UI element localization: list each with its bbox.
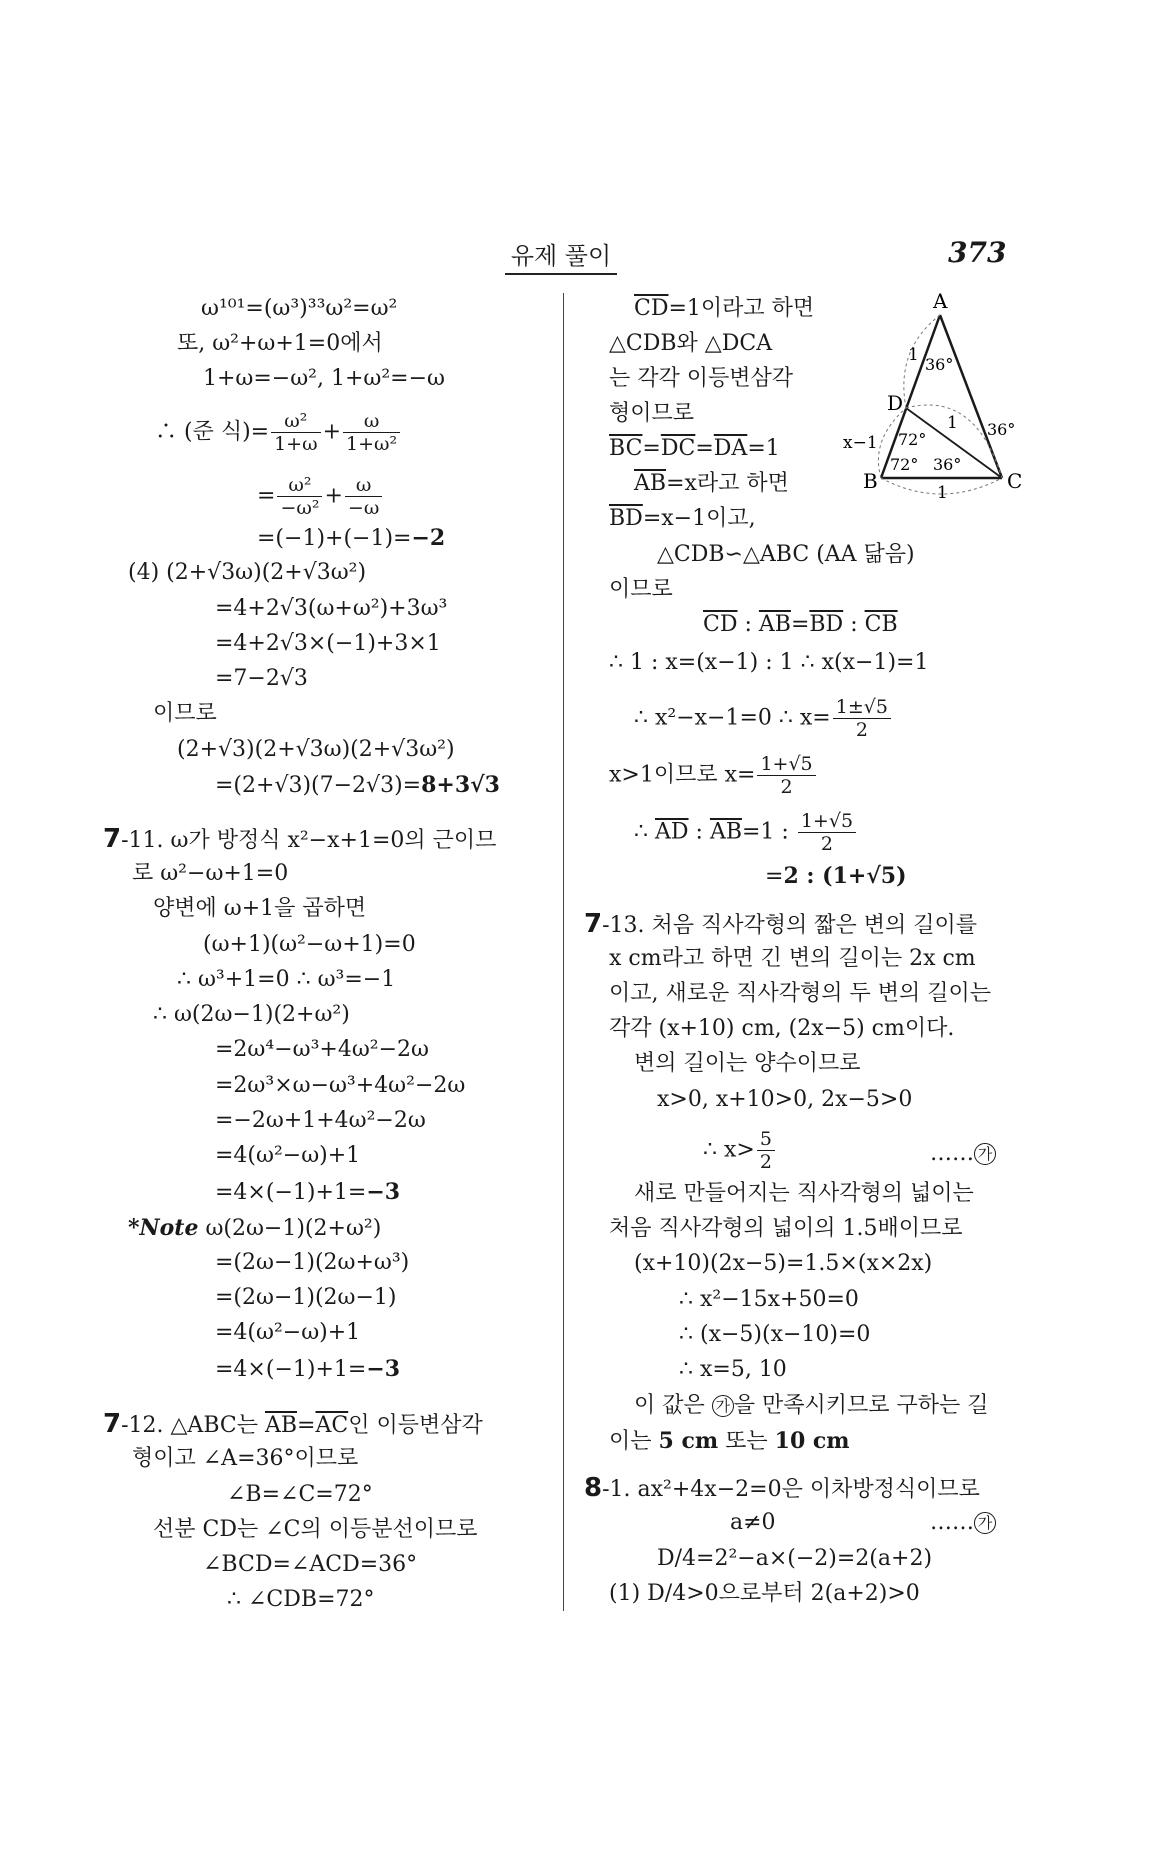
math-line: ∴ x²−x−1=0 ∴ x= $\frac{1\pm√5}{2}$ bbox=[634, 696, 893, 741]
math-line: ω¹⁰¹=(ω³)³³ω²=ω² bbox=[201, 296, 398, 321]
problem-code: -11. bbox=[121, 828, 164, 853]
vertex-c: C bbox=[1007, 469, 1023, 493]
answer: 5 cm bbox=[658, 1428, 719, 1454]
math-line: $\overline{CD}=1$이라고 하면 bbox=[634, 296, 815, 321]
math-line: =4(ω²−ω)+1 bbox=[215, 1143, 361, 1168]
triangle-figure bbox=[835, 290, 1035, 505]
math-line: 이 값은 가 을 만족시키므로 구하는 길 bbox=[634, 1393, 989, 1418]
math-line: =4(ω²−ω)+1 bbox=[215, 1320, 361, 1345]
circled-label: 가 bbox=[974, 1143, 996, 1165]
text: ∴ (준 식)= bbox=[155, 419, 270, 445]
math-line: (4) (2+√3ω)(2+√3ω²) bbox=[128, 560, 367, 585]
circled-label: 가 bbox=[974, 1512, 996, 1534]
math-line: 이고, 새로운 직사각형의 두 변의 길이는 bbox=[609, 981, 991, 1006]
problem-code: -12. bbox=[121, 1413, 164, 1438]
label-side-dc: 1 bbox=[947, 413, 958, 433]
problem-8-1: 8-1. ax²+4x−2=0은 이차방정식이므로 bbox=[584, 1473, 980, 1503]
math-line: ∴ (x−5)(x−10)=0 bbox=[679, 1322, 871, 1347]
math-line: (1) D/4>0으로부터 2(a+2)>0 bbox=[609, 1581, 920, 1606]
math-line: x cm라고 하면 긴 변의 길이는 2x cm bbox=[609, 946, 976, 971]
label-side-ad: 1 bbox=[908, 345, 919, 365]
math-line: 처음 직사각형의 넓이의 1.5배이므로 bbox=[609, 1216, 963, 1241]
problem-number: 7 bbox=[584, 909, 603, 939]
math-line: =(2ω−1)(2ω+ω³) bbox=[215, 1250, 410, 1275]
fraction: $\frac{\omega}{\text{1+ω²}}$ bbox=[343, 410, 400, 455]
math-line: ∴ ω³+1=0 ∴ ω³=−1 bbox=[177, 967, 396, 992]
math-line: 1+ω=−ω², 1+ω²=−ω bbox=[203, 366, 445, 391]
answer: −3 bbox=[366, 1179, 401, 1205]
math-line: △CDB∽△ABC (AA 닮음) bbox=[657, 542, 915, 567]
math-line: ∠B=∠C=72° bbox=[227, 1482, 373, 1507]
label-angle-c-inner: 36° bbox=[933, 455, 962, 474]
math-line: 또, ω²+ω+1=0에서 bbox=[177, 331, 383, 356]
fraction: $\frac{\text{ω²}}{\text{−ω²}}$ bbox=[277, 474, 322, 519]
answer: −3 bbox=[366, 1356, 401, 1382]
math-line: 새로 만들어지는 직사각형의 넓이는 bbox=[634, 1181, 974, 1206]
math-line: $\overline{BC}=\overline{DC}=\overline{DA}=1$ bbox=[609, 436, 780, 461]
column-divider bbox=[563, 293, 564, 1611]
math-line: (ω+1)(ω²−ω+1)=0 bbox=[203, 932, 416, 957]
math-line: ∴ 1 : x=(x−1) : 1 ∴ x(x−1)=1 bbox=[609, 650, 929, 675]
math-line: 로 ω²−ω+1=0 bbox=[132, 861, 289, 886]
vertex-b: B bbox=[863, 469, 878, 493]
problem-7-13: 7-13. 처음 직사각형의 짧은 변의 길이를 bbox=[584, 909, 978, 939]
fraction: $\frac{\text{ω²}}{1+\omega}$ bbox=[271, 410, 321, 455]
math-line: 각각 (x+10) cm, (2x−5) cm이다. bbox=[609, 1016, 955, 1041]
math-line: =4×(−1)+1=−3 bbox=[215, 1356, 401, 1382]
math-line: 이는 5 cm 또는 10 cm bbox=[609, 1428, 850, 1454]
math-line: ∠BCD=∠ACD=36° bbox=[203, 1552, 418, 1577]
vertex-d: D bbox=[887, 391, 904, 415]
problem-code: -13. bbox=[602, 913, 645, 938]
math-line: =(2+√3)(7−2√3)=8+3√3 bbox=[215, 772, 500, 798]
math-line: 선분 CD는 ∠C의 이등분선이므로 bbox=[153, 1517, 478, 1542]
fraction: $\frac{1+√5}{2}$ bbox=[798, 810, 856, 855]
fraction: $\frac{5}{2}$ bbox=[757, 1128, 775, 1173]
math-line: ∴ $\overline{AD}$ : $\overline{AB}=1$ : $\frac{1+√5}{2}$ bbox=[634, 810, 858, 855]
math-line: x>0, x+10>0, 2x−5>0 bbox=[657, 1087, 913, 1112]
note-line: *Note ω(2ω−1)(2+ω²) bbox=[128, 1215, 382, 1241]
label-angle-b: 72° bbox=[890, 455, 919, 474]
math-line: 형이고 ∠A=36°이므로 bbox=[132, 1446, 359, 1471]
math-line: =2ω⁴−ω³+4ω²−2ω bbox=[215, 1037, 429, 1062]
math-line: 이므로 bbox=[609, 577, 673, 602]
math-line: =−2ω+1+4ω²−2ω bbox=[215, 1108, 426, 1133]
answer: 8+3√3 bbox=[421, 772, 500, 798]
problem-7-12: 7-12. △ABC는 $\overline{AB}=\overline{AC}$인 이등변삼각 bbox=[103, 1409, 483, 1439]
label-angle-d: 72° bbox=[898, 430, 927, 449]
math-line: a≠0 bbox=[730, 1510, 776, 1535]
answer: 10 cm bbox=[774, 1428, 850, 1454]
label-side-bc: 1 bbox=[937, 483, 948, 503]
math-line: =4×(−1)+1=−3 bbox=[215, 1179, 401, 1205]
math-line: =4+2√3(ω+ω²)+3ω³ bbox=[215, 596, 448, 621]
fraction: $\frac{1\pm√5}{2}$ bbox=[833, 696, 891, 741]
math-line: (x+10)(2x−5)=1.5×(x×2x) bbox=[634, 1251, 933, 1276]
problem-number: 7 bbox=[103, 1409, 122, 1439]
math-line: 형이므로 bbox=[609, 401, 695, 426]
math-line: ∴ x=5, 10 bbox=[679, 1357, 787, 1382]
math-line: 이므로 bbox=[153, 701, 217, 726]
math-line: △CDB와 △DCA bbox=[609, 331, 773, 356]
math-line: ∴ ω(2ω−1)(2+ω²) bbox=[153, 1002, 350, 1027]
math-line: 양변에 ω+1을 곱하면 bbox=[153, 896, 367, 921]
label-side-bd: x−1 bbox=[843, 433, 878, 453]
math-line: x>1이므로 x= $\frac{1+√5}{2}$ bbox=[609, 753, 818, 798]
math-line: = $\frac{\text{ω²}}{\text{−ω²}}$ + $\frac{\omega}{-\omega}$ bbox=[257, 474, 384, 519]
math-line: ∴ x> $\frac{5}{2}$ bbox=[703, 1128, 777, 1173]
math-line: (2+√3)(2+√3ω)(2+√3ω²) bbox=[177, 737, 455, 762]
circled-label: 가 bbox=[712, 1395, 734, 1417]
math-line: ∴ x²−15x+50=0 bbox=[679, 1287, 859, 1312]
math-line: =2 : (1+√5) bbox=[765, 863, 907, 889]
problem-number: 7 bbox=[103, 824, 122, 854]
math-line: =4+2√3×(−1)+3×1 bbox=[215, 631, 441, 656]
math-line: =7−2√3 bbox=[215, 666, 308, 691]
answer: 2 : (1+√5) bbox=[783, 863, 907, 889]
math-line: =(2ω−1)(2ω−1) bbox=[215, 1285, 397, 1310]
fraction: $\frac{1+√5}{2}$ bbox=[757, 753, 815, 798]
vertex-a: A bbox=[933, 290, 948, 313]
page-header-title: 유제 풀이 bbox=[505, 236, 617, 275]
math-line: =(−1)+(−1)=−2 bbox=[257, 525, 446, 551]
page-number: 373 bbox=[948, 236, 1007, 269]
condition-marker: …… 가 bbox=[930, 1139, 996, 1169]
math-line: =2ω³×ω−ω³+4ω²−2ω bbox=[215, 1073, 466, 1098]
fraction: $\frac{\omega}{-\omega}$ bbox=[345, 474, 382, 519]
condition-marker: …… 가 bbox=[930, 1508, 996, 1538]
note-label: *Note bbox=[128, 1215, 199, 1241]
math-line: 는 각각 이등변삼각 bbox=[609, 366, 794, 391]
problem-number: 8 bbox=[584, 1473, 603, 1503]
math-line: 변의 길이는 양수이므로 bbox=[634, 1051, 861, 1076]
math-line: D/4=2²−a×(−2)=2(a+2) bbox=[657, 1546, 933, 1571]
problem-7-11: 7-11. ω가 방정식 x²−x+1=0의 근이므 bbox=[103, 824, 497, 854]
label-angle-a: 36° bbox=[925, 355, 954, 374]
math-line: $\overline{AB}=x$라고 하면 bbox=[634, 471, 789, 496]
problem-code: -1. bbox=[602, 1477, 631, 1502]
math-line: ∴ (준 식)= $\frac{\text{ω²}}{1+\omega}$ + $\frac{\omega}{\text{1+ω²}}$ bbox=[155, 410, 402, 455]
label-angle-c-outer: 36° bbox=[987, 420, 1016, 439]
math-line: $\overline{CD}$ : $\overline{AB}=\overline{BD}$ : $\overline{CB}$ bbox=[703, 612, 898, 637]
math-line: ∴ ∠CDB=72° bbox=[227, 1587, 375, 1612]
math-line: $\overline{BD}=x-1$이고, bbox=[609, 506, 756, 531]
answer: −2 bbox=[411, 525, 446, 551]
